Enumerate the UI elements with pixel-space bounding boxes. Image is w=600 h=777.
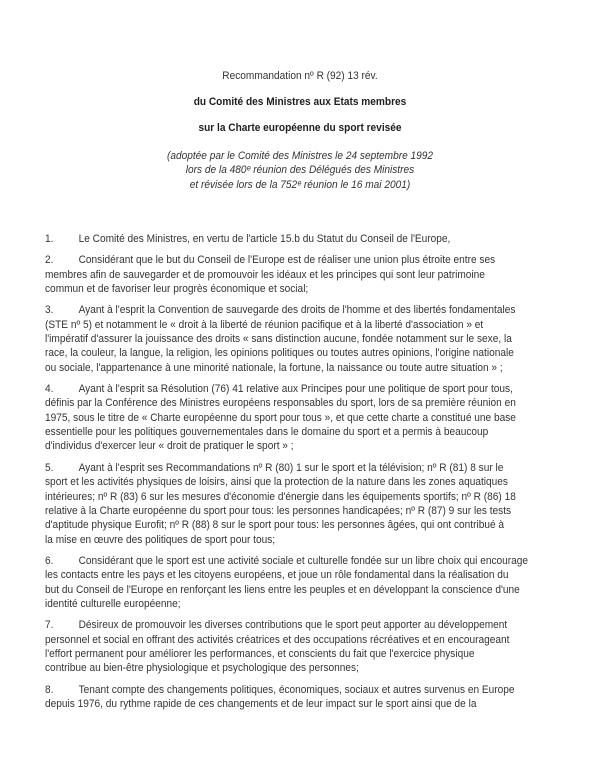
paragraph-4-line-5: d'individus d'exercer leur « droit de pratiquer le sport » ; (45, 440, 294, 453)
paragraph-7-line-4: contribue au bien-être physiologique et psychologique des personnes; (45, 662, 359, 675)
paragraph-text: Ayant à l'esprit la Convention de sauvegarde des droits de l'homme et des libertés fondamentales (78, 304, 516, 317)
paragraph-number: 7. (45, 619, 54, 632)
paragraph-4-line-3: 1975, sous le titre de « Charte européenne du sport pour tous », et que cette charte a constitué une base (45, 411, 516, 424)
paragraph-3-line-4: race, la couleur, la langue, la religion, les opinions politiques ou toutes autres opinions, l'origine nationale (45, 347, 514, 360)
paragraph-text: Tenant compte des changements politiques, économiques, sociaux et autres survenus en Europe (78, 683, 515, 696)
paragraph-6-line-4: identité culturelle européenne; (45, 597, 181, 610)
paragraph-number: 6. (45, 554, 54, 567)
paragraph-text: Le Comité des Ministres, en vertu de l'article 15.b du Statut du Conseil de l'Europe, (78, 233, 451, 245)
paragraph-text: Ayant à l'esprit sa Résolution (76) 41 relative aux Principes pour une politique de sport pour tous, (78, 383, 513, 396)
paragraph-3-line-2: (STE nº 5) et notamment le « droit à la liberté de réunion pacifique et à la liberté d'association » et (45, 318, 484, 331)
paragraph-5-line-2: sport et les activités physiques de loisirs, ainsi que la protection de la nature dans les zones aquatiques (45, 476, 508, 489)
adoption-line-1: (adoptée par le Comité des Ministres le 24 septembre 1992 (166, 150, 434, 162)
paragraph-number: 8. (45, 683, 54, 696)
paragraph-5-line-6: la mise en œuvre des politiques de sport pour tous; (45, 533, 276, 546)
paragraph-8-line-1 (45, 683, 546, 697)
paragraph-3-line-1 (45, 303, 546, 317)
paragraph-text: Désireux de promouvoir les diverses contributions que le sport peut apporter au développement (78, 619, 508, 632)
adoption-line-3: et révisée lors de la 752ᵉ réunion le 16 mai 2001) (189, 178, 411, 191)
document-body (45, 232, 546, 718)
paragraph-4-line-2: définis par la Conférence des Ministres européens responsables du sport, lors de sa première réunion en (45, 397, 516, 410)
paragraph-5-line-3: intérieures; nº R (83) 6 sur les mesures d'économie d'énergie dans les équipements sportifs; nº R (86) 18 (45, 490, 516, 503)
paragraph-3-line-5: ou sociale, l'appartenance à une minorité nationale, la fortune, la naissance ou toute autre situation » ; (45, 361, 503, 374)
paragraph-6 (45, 554, 546, 611)
paragraph-2-line-2: membres afin de sauvegarder et de promouvoir les idéaux et les principes qui sont leur patrimoine (45, 268, 485, 281)
doc-title-line-2: sur la Charte européenne du sport revisée (198, 122, 402, 134)
adoption-note (24, 149, 576, 192)
paragraph-5-line-4: relative à la Charte européenne du sport pour tous: les personnes handicapées; nº R (87) 9 sur les tests (45, 504, 512, 517)
paragraph-8-line-2: depuis 1976, du rythme rapide de ces changements et de leur impact sur le sport ainsi que de la (45, 697, 477, 710)
paragraph-4 (45, 382, 546, 454)
paragraph-6-line-1 (45, 554, 546, 568)
paragraph-5-line-5: d'aptitude physique Eurofit; nº R (88) 8 sur le sport pour tous: les personnes âgées, qui ont contribué à (45, 519, 505, 532)
paragraph-7-line-1 (45, 618, 546, 632)
document-header (24, 0, 576, 210)
paragraph-4-line-1 (45, 382, 546, 396)
paragraph-8 (45, 683, 546, 712)
paragraph-text: Considérant que le but du Conseil de l'Europe est de réaliser une union plus étroite entre ses (78, 254, 496, 267)
paragraph-text: Considérant que le sport est une activité sociale et culturelle fondée sur un libre choix qui encourage (78, 554, 529, 567)
paragraph-3 (45, 303, 546, 375)
paragraph-6-line-2: les contacts entre les pays et les citoyens européens, et joue un rôle fondamental dans la réalisation du (45, 569, 509, 582)
paragraph-5 (45, 461, 546, 547)
adoption-line-2: lors de la 480ᵉ réunion des Délégués des Ministres (185, 164, 415, 177)
paragraph-2 (45, 253, 546, 296)
paragraph-1-line-1 (45, 232, 546, 246)
paragraph-text: Ayant à l'esprit ses Recommandations nº R (80) 1 sur le sport et la télévision; nº R (81) 8 sur le (78, 461, 504, 474)
paragraph-2-line-1 (45, 253, 546, 267)
paragraph-6-line-3: but du Conseil de l'Europe en renforçant les liens entre les peuples et en développant la conscience d'une (45, 583, 520, 596)
paragraph-2-line-3: commun et de favoriser leur progrès économique et social; (45, 283, 309, 296)
paragraph-3-line-3: l'impératif d'assurer la jouissance des droits « sans distinction aucune, fondée notamment sur le sexe, la (45, 333, 512, 346)
paragraph-5-line-1 (45, 461, 546, 475)
paragraph-7-line-3: l'effort permanent pour améliorer les performances, et conscients du fait que l'exercice physique (45, 647, 475, 660)
paragraph-7-line-2: personnel et social en offrant des activités créatrices et des occupations récréatives et en encourageant (45, 633, 510, 646)
paragraph-number: 2. (45, 254, 54, 267)
doc-title-line-1: du Comité des Ministres aux Etats membres (193, 96, 407, 108)
paragraph-number: 1. (45, 233, 54, 245)
doc-number: Recommandation nº R (92) 13 rév. (222, 70, 378, 82)
paragraph-number: 4. (45, 383, 54, 396)
paragraph-1 (45, 232, 546, 246)
paragraph-number: 5. (45, 461, 54, 474)
paragraph-4-line-4: essentielle pour les politiques gouvernementales dans le domaine du sport et a permis à beaucoup (45, 426, 489, 439)
paragraph-number: 3. (45, 304, 54, 317)
paragraph-7 (45, 618, 546, 675)
